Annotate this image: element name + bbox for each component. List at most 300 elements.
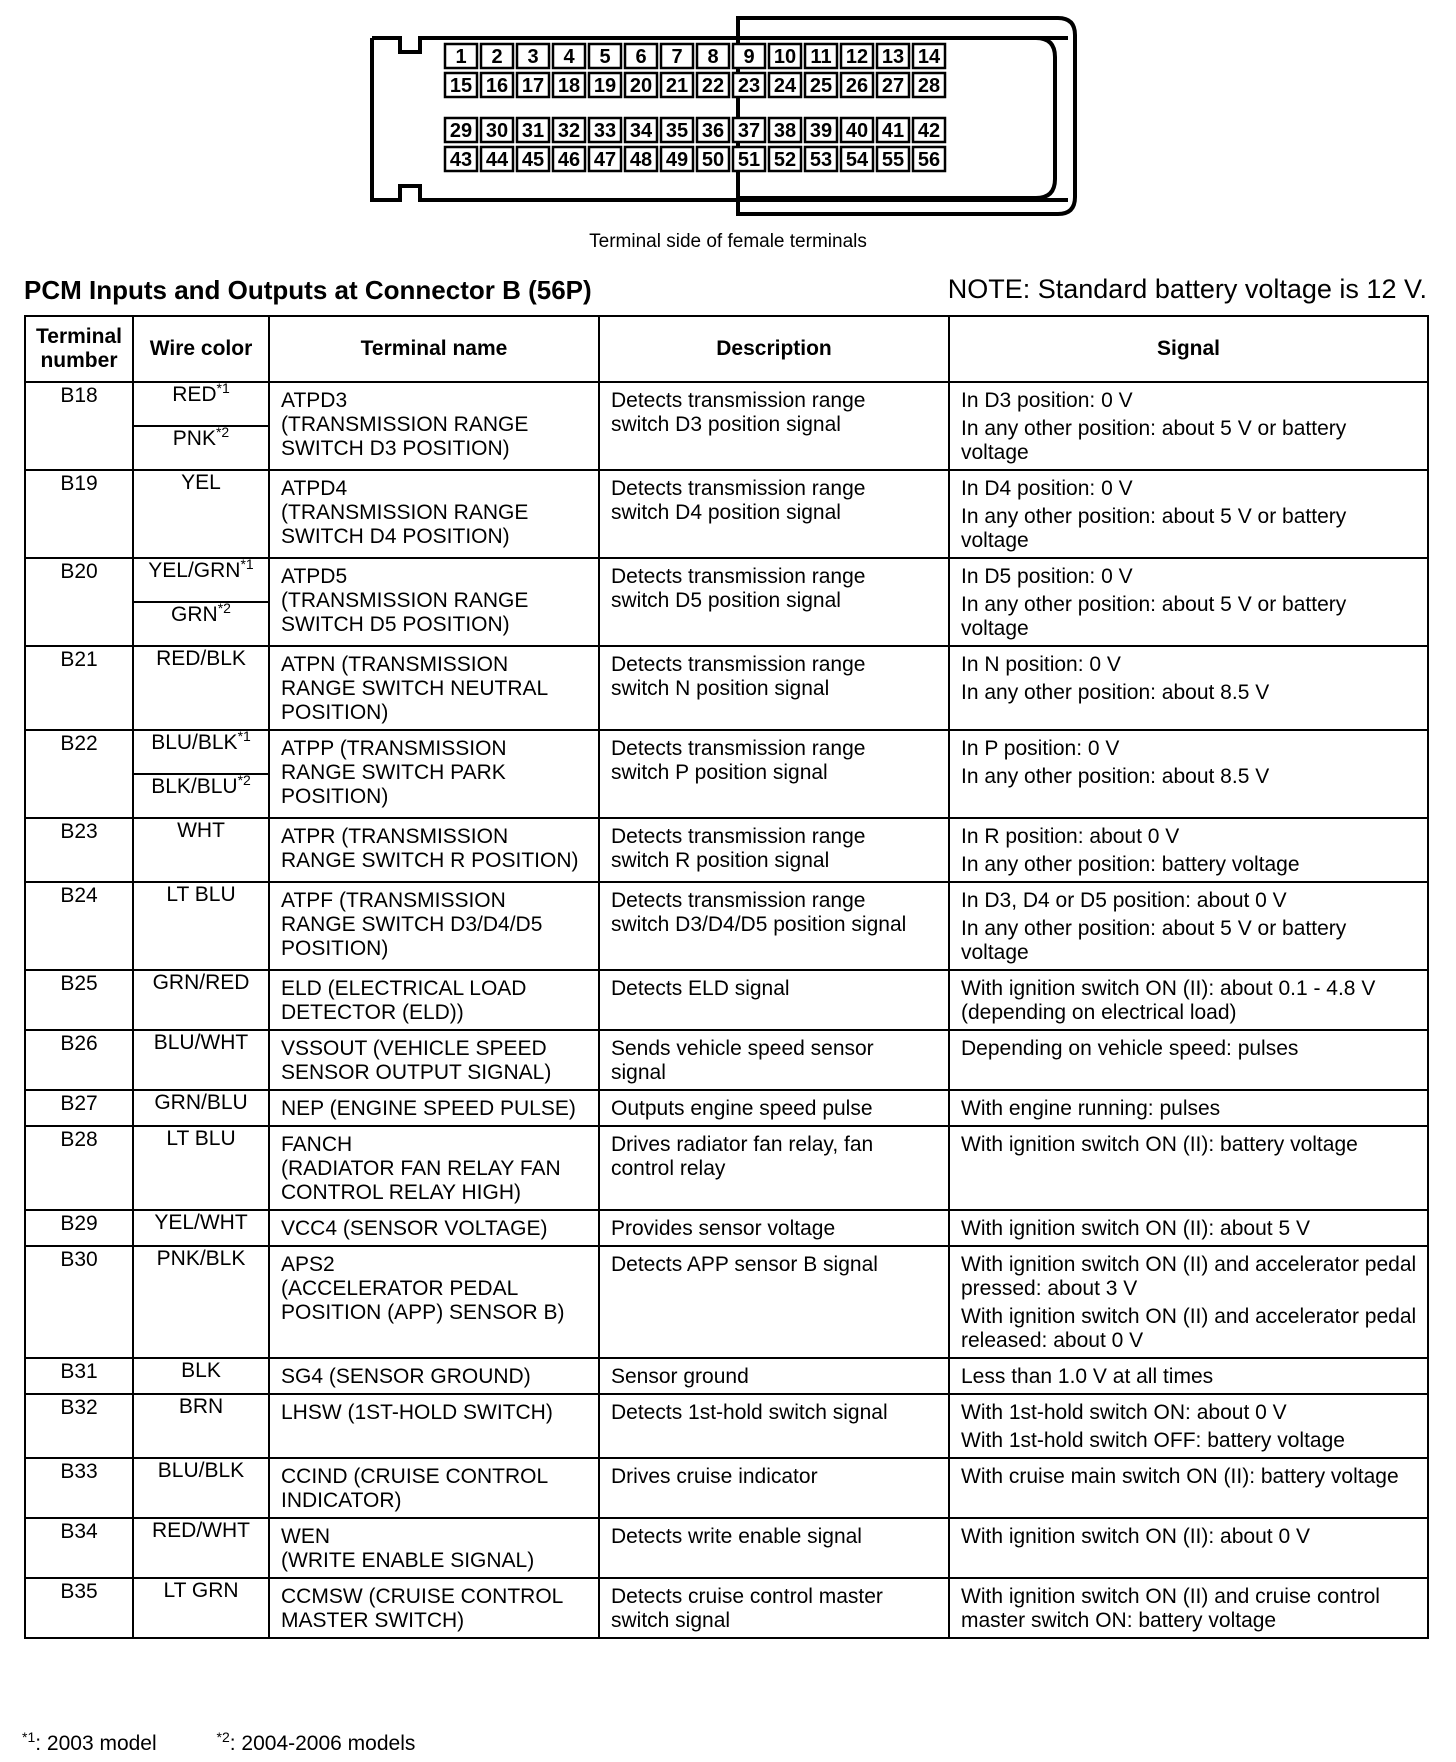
pin-number: 55 <box>881 149 905 171</box>
description-line: Detects transmission range <box>611 889 866 912</box>
wire-color: BLU/BLK <box>151 731 238 754</box>
terminal-name-line: ATPR (TRANSMISSION <box>281 825 509 848</box>
description-line: Outputs engine speed pulse <box>611 1097 873 1120</box>
signal-line: In any other position: about 5 V or battery voltage <box>961 417 1347 464</box>
pin-grid <box>445 44 945 171</box>
wire-color: GRN/BLU <box>154 1091 248 1114</box>
model-mark: *1 <box>237 728 251 744</box>
wire-color: RED <box>172 383 217 406</box>
wire-color-cell <box>133 730 269 774</box>
terminal-name-cell <box>269 1578 599 1638</box>
terminal-name-cell <box>269 1030 599 1090</box>
description-cell <box>599 1246 949 1358</box>
signal-line: In any other position: about 5 V or battery voltage <box>961 593 1347 640</box>
signal-line: Depending on vehicle speed: pulses <box>961 1037 1299 1060</box>
wire-color: YEL/GRN <box>148 559 241 582</box>
signal-line: With ignition switch ON (II): about 0.1 - 4.8 V (depending on electrical load) <box>961 977 1376 1024</box>
description-cell <box>599 646 949 730</box>
description-line: switch R position signal <box>611 849 830 872</box>
description-line: Detects transmission range <box>611 737 866 760</box>
footnote-2 <box>216 1729 416 1756</box>
signal-line: With ignition switch ON (II) and accelerator pedal pressed: about 3 V <box>961 1253 1417 1300</box>
description-line: Detects transmission range <box>611 477 866 500</box>
wire-color-cell <box>133 818 269 882</box>
pin-number: 10 <box>773 46 797 68</box>
terminal-name-cell <box>269 1246 599 1358</box>
terminal-name-line: ELD (ELECTRICAL LOAD <box>281 977 527 1000</box>
wire-color: PNK/BLK <box>156 1247 246 1270</box>
signal-line: In P position: 0 V <box>961 737 1120 760</box>
pin-number: 22 <box>701 75 725 97</box>
signal-cell <box>949 382 1428 470</box>
wire-color-cell <box>133 646 269 730</box>
wire-color: LT BLU <box>166 883 236 906</box>
table-row <box>25 970 1428 1030</box>
description-line: switch D3 position signal <box>611 413 841 436</box>
pin-number: 8 <box>707 46 719 68</box>
pin-number: 38 <box>773 120 797 142</box>
description-cell <box>599 382 949 470</box>
wire-color: LT BLU <box>166 1127 236 1150</box>
pin-number: 20 <box>629 75 653 97</box>
terminal-name-line: SG4 (SENSOR GROUND) <box>281 1365 531 1388</box>
signal-cell <box>949 818 1428 882</box>
footnotes <box>22 1729 416 1756</box>
terminal-name-cell <box>269 646 599 730</box>
description-line: Detects transmission range <box>611 653 866 676</box>
terminal-name-cell <box>269 882 599 970</box>
pin-number: 41 <box>881 120 905 142</box>
signal-line: In any other position: about 5 V or battery voltage <box>961 917 1347 964</box>
terminal-name-cell <box>269 382 599 470</box>
signal-cell <box>949 558 1428 646</box>
description-line: switch D5 position signal <box>611 589 841 612</box>
description-line: Provides sensor voltage <box>611 1217 836 1240</box>
table-row <box>25 882 1428 970</box>
wire-color-cell <box>133 602 269 646</box>
pin-number: 40 <box>845 120 869 142</box>
terminal-name-line: APS2 <box>281 1253 335 1276</box>
table-row <box>25 1210 1428 1246</box>
terminal-cell: B35 <box>25 1578 133 1638</box>
table-row <box>25 1090 1428 1126</box>
signal-cell <box>949 470 1428 558</box>
signal-line: In D3 position: 0 V <box>961 389 1133 412</box>
wire-color: PNK <box>172 427 216 450</box>
pin-number: 17 <box>521 75 545 97</box>
description-line: Detects transmission range <box>611 565 866 588</box>
table-row <box>25 1126 1428 1210</box>
terminal-cell: B25 <box>25 970 133 1030</box>
terminal-cell: B30 <box>25 1246 133 1358</box>
signal-line: In any other position: about 5 V or battery voltage <box>961 505 1347 552</box>
pinout-table-body <box>25 382 1428 1638</box>
terminal-name-line: LHSW (1ST-HOLD SWITCH) <box>281 1401 553 1424</box>
signal-line: In D3, D4 or D5 position: about 0 V <box>961 889 1287 912</box>
table-row <box>25 818 1428 882</box>
wire-color-cell <box>133 382 269 426</box>
footnote-mark: *2 <box>216 1729 230 1745</box>
signal-cell <box>949 882 1428 970</box>
signal-cell <box>949 1358 1428 1394</box>
terminal-name-cell <box>269 558 599 646</box>
voltage-note: NOTE: Standard battery voltage is 12 V. <box>947 274 1427 304</box>
description-cell <box>599 970 949 1030</box>
wire-color-cell <box>133 1090 269 1126</box>
wire-color-cell <box>133 882 269 970</box>
pin-number: 44 <box>485 149 509 171</box>
pin-number: 11 <box>810 46 832 68</box>
pin-number: 15 <box>449 75 473 97</box>
terminal-name-line: CCMSW (CRUISE CONTROL <box>281 1585 564 1608</box>
pin-number: 1 <box>455 46 467 68</box>
wire-color: RED/WHT <box>152 1519 250 1542</box>
pin-number: 3 <box>527 46 539 68</box>
pin-number: 46 <box>557 149 581 171</box>
terminal-name-line: (ACCELERATOR PEDAL <box>281 1277 519 1300</box>
pin-number: 53 <box>809 149 833 171</box>
terminal-name-cell <box>269 1126 599 1210</box>
model-mark: *1 <box>216 380 230 396</box>
description-line: Detects transmission range <box>611 389 866 412</box>
terminal-name-line: (RADIATOR FAN RELAY FAN <box>281 1157 561 1180</box>
wire-color: BLU/BLK <box>157 1459 245 1482</box>
description-cell <box>599 1210 949 1246</box>
terminal-name-cell <box>269 970 599 1030</box>
model-mark: *2 <box>237 772 251 788</box>
signal-cell <box>949 1246 1428 1358</box>
signal-cell <box>949 1210 1428 1246</box>
description-line: Detects cruise control master <box>611 1585 883 1608</box>
pin-number: 42 <box>917 120 941 142</box>
terminal-name-cell <box>269 1394 599 1458</box>
signal-cell <box>949 1518 1428 1578</box>
pin-number: 30 <box>485 120 509 142</box>
terminal-cell: B24 <box>25 882 133 970</box>
terminal-name-cell <box>269 1358 599 1394</box>
pin-number: 26 <box>845 75 869 97</box>
pin-number: 4 <box>563 46 575 68</box>
description-line: control relay <box>611 1157 726 1180</box>
description-line: Detects 1st-hold switch signal <box>611 1401 888 1424</box>
pin-number: 47 <box>593 149 617 171</box>
signal-line: In any other position: about 8.5 V <box>961 765 1270 788</box>
terminal-name-cell <box>269 818 599 882</box>
description-line: Detects transmission range <box>611 825 866 848</box>
column-header-terminal-line2: number <box>40 349 118 372</box>
pin-number: 2 <box>491 46 503 68</box>
signal-line: In D4 position: 0 V <box>961 477 1133 500</box>
pin-number: 52 <box>773 149 797 171</box>
wire-color-cell <box>133 1030 269 1090</box>
pin-number: 34 <box>629 120 653 142</box>
table-row <box>25 1578 1428 1638</box>
wire-color-cell <box>133 1518 269 1578</box>
terminal-cell: B22 <box>25 730 133 818</box>
terminal-cell: B26 <box>25 1030 133 1090</box>
column-header-terminal-line1: Terminal <box>36 325 122 348</box>
signal-line: With engine running: pulses <box>961 1097 1221 1120</box>
footnote-text: : 2003 model <box>35 1732 157 1755</box>
pin-number: 45 <box>521 149 545 171</box>
pin-number: 28 <box>917 75 941 97</box>
terminal-name-line: POSITION) <box>281 937 389 960</box>
pin-number: 39 <box>809 120 833 142</box>
pin-number: 54 <box>845 149 869 171</box>
pin-number: 35 <box>665 120 689 142</box>
terminal-name-line: ATPF (TRANSMISSION <box>281 889 506 912</box>
table-row <box>25 646 1428 730</box>
signal-cell <box>949 1090 1428 1126</box>
terminal-name-line: POSITION) <box>281 785 389 808</box>
terminal-name-line: CCIND (CRUISE CONTROL <box>281 1465 549 1488</box>
footnote-mark: *1 <box>22 1729 36 1745</box>
pin-number: 5 <box>599 46 611 68</box>
terminal-cell: B19 <box>25 470 133 558</box>
column-header-description: Description <box>599 316 949 382</box>
connector-diagram <box>0 0 1456 230</box>
connector-caption: Terminal side of female terminals <box>589 231 867 252</box>
wire-color: BLK/BLU <box>151 775 238 798</box>
wire-color-cell <box>133 470 269 558</box>
terminal-name-line: MASTER SWITCH) <box>281 1609 465 1632</box>
description-line: Sends vehicle speed sensor <box>611 1037 874 1060</box>
pin-number: 13 <box>881 46 905 68</box>
table-row <box>25 382 1428 426</box>
terminal-name-line: POSITION) <box>281 701 389 724</box>
terminal-name-line: VSSOUT (VEHICLE SPEED <box>281 1037 547 1060</box>
pin-number: 7 <box>671 46 683 68</box>
wire-color-cell <box>133 426 269 470</box>
pin-number: 16 <box>485 75 509 97</box>
wire-color: RED/BLK <box>156 647 246 670</box>
terminal-name-line: SWITCH D3 POSITION) <box>281 437 510 460</box>
wire-color: YEL <box>181 471 221 494</box>
terminal-name-line: INDICATOR) <box>281 1489 402 1512</box>
pin-number: 32 <box>557 120 581 142</box>
signal-line: In any other position: about 8.5 V <box>961 681 1270 704</box>
wire-color-cell <box>133 774 269 818</box>
signal-line: With ignition switch ON (II): about 5 V <box>961 1217 1310 1240</box>
wire-color: GRN <box>171 603 218 626</box>
description-cell <box>599 470 949 558</box>
terminal-cell: B28 <box>25 1126 133 1210</box>
terminal-cell: B32 <box>25 1394 133 1458</box>
terminal-name-line: DETECTOR (ELD)) <box>281 1001 464 1024</box>
pin-number: 21 <box>665 75 689 97</box>
wire-color: GRN/RED <box>152 971 250 994</box>
pin-number: 49 <box>665 149 689 171</box>
terminal-cell: B31 <box>25 1358 133 1394</box>
description-cell <box>599 1126 949 1210</box>
terminal-name-line: RANGE SWITCH NEUTRAL <box>281 677 549 700</box>
terminal-name-cell <box>269 730 599 818</box>
signal-line: With ignition switch ON (II): about 0 V <box>961 1525 1310 1548</box>
pin-number: 9 <box>743 46 755 68</box>
table-row <box>25 558 1428 602</box>
wire-color-cell <box>133 1126 269 1210</box>
signal-line: With ignition switch ON (II) and accelerator pedal released: about 0 V <box>961 1305 1417 1352</box>
terminal-cell: B21 <box>25 646 133 730</box>
pin-number: 29 <box>449 120 473 142</box>
pin-number: 12 <box>845 46 869 68</box>
description-line: switch D3/D4/D5 position signal <box>611 913 907 936</box>
terminal-name-line: SWITCH D4 POSITION) <box>281 525 510 548</box>
terminal-name-line: ATPN (TRANSMISSION <box>281 653 509 676</box>
terminal-name-line: SWITCH D5 POSITION) <box>281 613 510 636</box>
wire-color-cell <box>133 1210 269 1246</box>
terminal-name-line: ATPD3 <box>281 389 348 412</box>
page-title: PCM Inputs and Outputs at Connector B (56P) <box>24 275 592 305</box>
pin-number: 36 <box>701 120 725 142</box>
table-row <box>25 1458 1428 1518</box>
signal-line: In any other position: battery voltage <box>961 853 1300 876</box>
pin-number: 37 <box>737 120 761 142</box>
terminal-name-line: RANGE SWITCH R POSITION) <box>281 849 579 872</box>
terminal-name-line: POSITION (APP) SENSOR B) <box>281 1301 565 1324</box>
signal-line: In R position: about 0 V <box>961 825 1180 848</box>
column-header-name: Terminal name <box>269 316 599 382</box>
signal-line: With ignition switch ON (II) and cruise control master switch ON: battery voltage <box>961 1585 1380 1632</box>
column-header-signal: Signal <box>949 316 1428 382</box>
pin-number: 18 <box>557 75 581 97</box>
signal-line: Less than 1.0 V at all times <box>961 1365 1214 1388</box>
signal-cell <box>949 1126 1428 1210</box>
wire-color-cell <box>133 1358 269 1394</box>
pin-number: 6 <box>635 46 647 68</box>
model-mark: *2 <box>217 600 231 616</box>
signal-cell <box>949 1030 1428 1090</box>
terminal-name-cell <box>269 1518 599 1578</box>
signal-cell <box>949 1458 1428 1518</box>
terminal-name-line: SENSOR OUTPUT SIGNAL) <box>281 1061 552 1084</box>
description-cell <box>599 882 949 970</box>
pin-number: 25 <box>809 75 833 97</box>
signal-line: In N position: 0 V <box>961 653 1121 676</box>
pin-number: 31 <box>521 120 545 142</box>
wire-color-cell <box>133 970 269 1030</box>
wire-color: BRN <box>178 1395 224 1418</box>
table-row <box>25 470 1428 558</box>
terminal-name-line: WEN <box>281 1525 330 1548</box>
terminal-name-line: VCC4 (SENSOR VOLTAGE) <box>281 1217 548 1240</box>
description-line: switch N position signal <box>611 677 830 700</box>
wire-color: BLK <box>181 1359 221 1382</box>
table-row <box>25 1518 1428 1578</box>
footnote-text: : 2004-2006 models <box>229 1732 416 1755</box>
terminal-name-cell <box>269 1210 599 1246</box>
terminal-cell: B20 <box>25 558 133 646</box>
terminal-cell: B18 <box>25 382 133 470</box>
signal-cell <box>949 1394 1428 1458</box>
pin-number: 48 <box>629 149 653 171</box>
description-line: Detects APP sensor B signal <box>611 1253 878 1276</box>
model-mark: *2 <box>215 424 230 440</box>
pin-number: 27 <box>881 75 905 97</box>
terminal-cell: B23 <box>25 818 133 882</box>
signal-cell <box>949 1578 1428 1638</box>
signal-line: With 1st-hold switch ON: about 0 V <box>961 1401 1287 1424</box>
wire-color: LT GRN <box>163 1579 239 1602</box>
terminal-name-line: (TRANSMISSION RANGE <box>281 589 529 612</box>
table-row <box>25 1394 1428 1458</box>
signal-line: In D5 position: 0 V <box>961 565 1133 588</box>
terminal-name-cell <box>269 1090 599 1126</box>
terminal-name-line: ATPD5 <box>281 565 348 588</box>
column-header-wire: Wire color <box>133 316 269 382</box>
pinout-table <box>24 315 1429 1639</box>
signal-line: With cruise main switch ON (II): battery voltage <box>961 1465 1399 1488</box>
description-line: switch signal <box>611 1609 731 1632</box>
wire-color-cell <box>133 1394 269 1458</box>
pin-number: 24 <box>773 75 797 97</box>
column-header-terminal <box>25 316 133 382</box>
description-line: switch D4 position signal <box>611 501 841 524</box>
description-cell <box>599 558 949 646</box>
description-cell <box>599 1518 949 1578</box>
signal-cell <box>949 970 1428 1030</box>
terminal-cell: B27 <box>25 1090 133 1126</box>
pin-number: 19 <box>593 75 617 97</box>
table-row <box>25 730 1428 774</box>
terminal-name-line: CONTROL RELAY HIGH) <box>281 1181 521 1204</box>
footnote-1 <box>22 1729 157 1756</box>
pin-number: 33 <box>593 120 617 142</box>
terminal-name-line: NEP (ENGINE SPEED PULSE) <box>281 1097 576 1120</box>
wire-color: YEL/WHT <box>154 1211 248 1234</box>
terminal-name-line: RANGE SWITCH PARK <box>281 761 506 784</box>
description-cell <box>599 1358 949 1394</box>
terminal-name-line: (WRITE ENABLE SIGNAL) <box>281 1549 535 1572</box>
signal-line: With 1st-hold switch OFF: battery voltage <box>961 1429 1345 1452</box>
description-cell <box>599 730 949 818</box>
description-line: Detects ELD signal <box>611 977 790 1000</box>
description-line: Drives radiator fan relay, fan <box>611 1133 874 1156</box>
wire-color-cell <box>133 1458 269 1518</box>
description-line: switch P position signal <box>611 761 828 784</box>
table-row <box>25 1358 1428 1394</box>
signal-line: With ignition switch ON (II): battery voltage <box>961 1133 1358 1156</box>
wire-color-cell <box>133 1578 269 1638</box>
description-cell <box>599 1394 949 1458</box>
terminal-name-line: RANGE SWITCH D3/D4/D5 <box>281 913 543 936</box>
description-cell <box>599 1578 949 1638</box>
table-row <box>25 1246 1428 1358</box>
signal-cell <box>949 646 1428 730</box>
description-line: Sensor ground <box>611 1365 749 1388</box>
pin-number: 14 <box>917 46 941 68</box>
terminal-name-cell <box>269 470 599 558</box>
description-cell <box>599 1458 949 1518</box>
table-row <box>25 1030 1428 1090</box>
terminal-name-cell <box>269 1458 599 1518</box>
table-header-row <box>25 316 1428 382</box>
terminal-cell: B29 <box>25 1210 133 1246</box>
description-cell <box>599 1090 949 1126</box>
pin-number: 43 <box>449 149 473 171</box>
terminal-cell: B34 <box>25 1518 133 1578</box>
model-mark: *1 <box>240 556 254 572</box>
pin-number: 23 <box>737 75 761 97</box>
terminal-name-line: FANCH <box>281 1133 353 1156</box>
wire-color-cell <box>133 558 269 602</box>
terminal-name-line: (TRANSMISSION RANGE <box>281 413 529 436</box>
description-cell <box>599 1030 949 1090</box>
terminal-name-line: (TRANSMISSION RANGE <box>281 501 529 524</box>
description-line: Detects write enable signal <box>611 1525 862 1548</box>
wire-color: WHT <box>177 819 225 842</box>
pin-number: 56 <box>917 149 941 171</box>
